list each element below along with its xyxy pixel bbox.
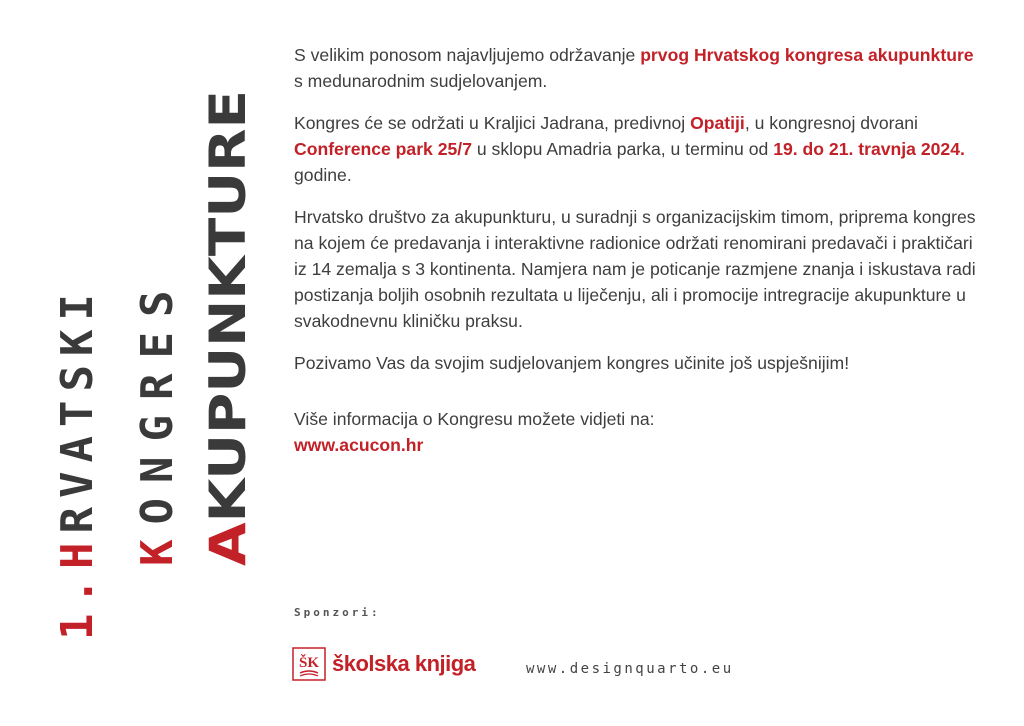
sponsor-logo[interactable]: [292, 646, 475, 682]
svg-text:ŠK: ŠK: [298, 655, 320, 671]
congress-name-highlight: prvog Hrvatskog kongresa akupunkture: [640, 45, 974, 65]
svg-text:1.HRVATSKI: [52, 285, 103, 640]
paragraph-intro: [294, 42, 984, 94]
vertical-title: [0, 0, 260, 722]
p2-text-b: , u kongresnoj dvorani: [744, 113, 918, 133]
svg-text:AKUPUNKTURE: [199, 90, 257, 566]
title-line-2: [132, 276, 183, 566]
title-a: A: [199, 527, 257, 566]
venue-highlight: Conference park 25/7: [294, 139, 472, 159]
announcement-body: [294, 42, 984, 458]
p1-text-a: S velikim ponosom najavljujemo održavanje: [294, 45, 641, 65]
paragraph-organizers: Hrvatsko društvo za akupunkturu, u suradnji s organizacijskim timom, priprema kongres na kojem će predavanja i interaktivne radionice održati renomirani predavači i praktičari iz 14 zemalja s 3 kontinenta. Namjera nam je poticanje razmjene znanja i iskustava radi postizanja boljih osobnih rezultata u liječenju, ali i promocije intregracije akupunkture u svakodnevnu kliničku praksu.: [294, 207, 976, 331]
title-akupunkture-rest: KUPUNKTURE: [199, 138, 257, 523]
p1-text-b: s medunarodnim sudjelovanjem.: [294, 71, 548, 91]
title-line-3: [199, 90, 257, 566]
paragraph-invitation: Pozivamo Vas da svojim sudjelovanjem kongres učinite još uspješnijim!: [294, 353, 850, 373]
paragraph-venue: [294, 110, 984, 188]
sponsors-label: Sponzori:: [294, 606, 381, 619]
skolska-knjiga-logo-icon: [292, 647, 326, 681]
title-k: K: [132, 524, 183, 566]
date-highlight: 19. do 21. travnja 2024.: [773, 139, 965, 159]
title-hrvatski-rest: RVATSKI: [52, 285, 103, 534]
title-number: 1.: [52, 569, 103, 640]
designer-website[interactable]: www.designquarto.eu: [526, 661, 734, 677]
sponsor-name: školska knjiga: [332, 651, 476, 676]
p2-text-a: Kongres će se održati u Kraljici Jadrana, predivnoj: [294, 113, 691, 133]
p2-text-d: godine.: [294, 165, 352, 185]
title-line-1: [52, 285, 103, 640]
svg-text:KONGRES: [132, 276, 183, 566]
p2-text-c: u sklopu Amadria parka, u terminu od: [471, 139, 774, 159]
vertical-title-graphic: [0, 0, 260, 722]
title-kongres-rest: ONGRES: [132, 275, 183, 525]
more-info-text: Više informacija o Kongresu možete vidjeti na:: [294, 409, 655, 429]
title-h: H: [52, 533, 103, 570]
city-highlight: Opatiji: [690, 113, 745, 133]
paragraph-more-info: [294, 406, 984, 458]
website-link[interactable]: www.acucon.hr: [294, 435, 424, 455]
